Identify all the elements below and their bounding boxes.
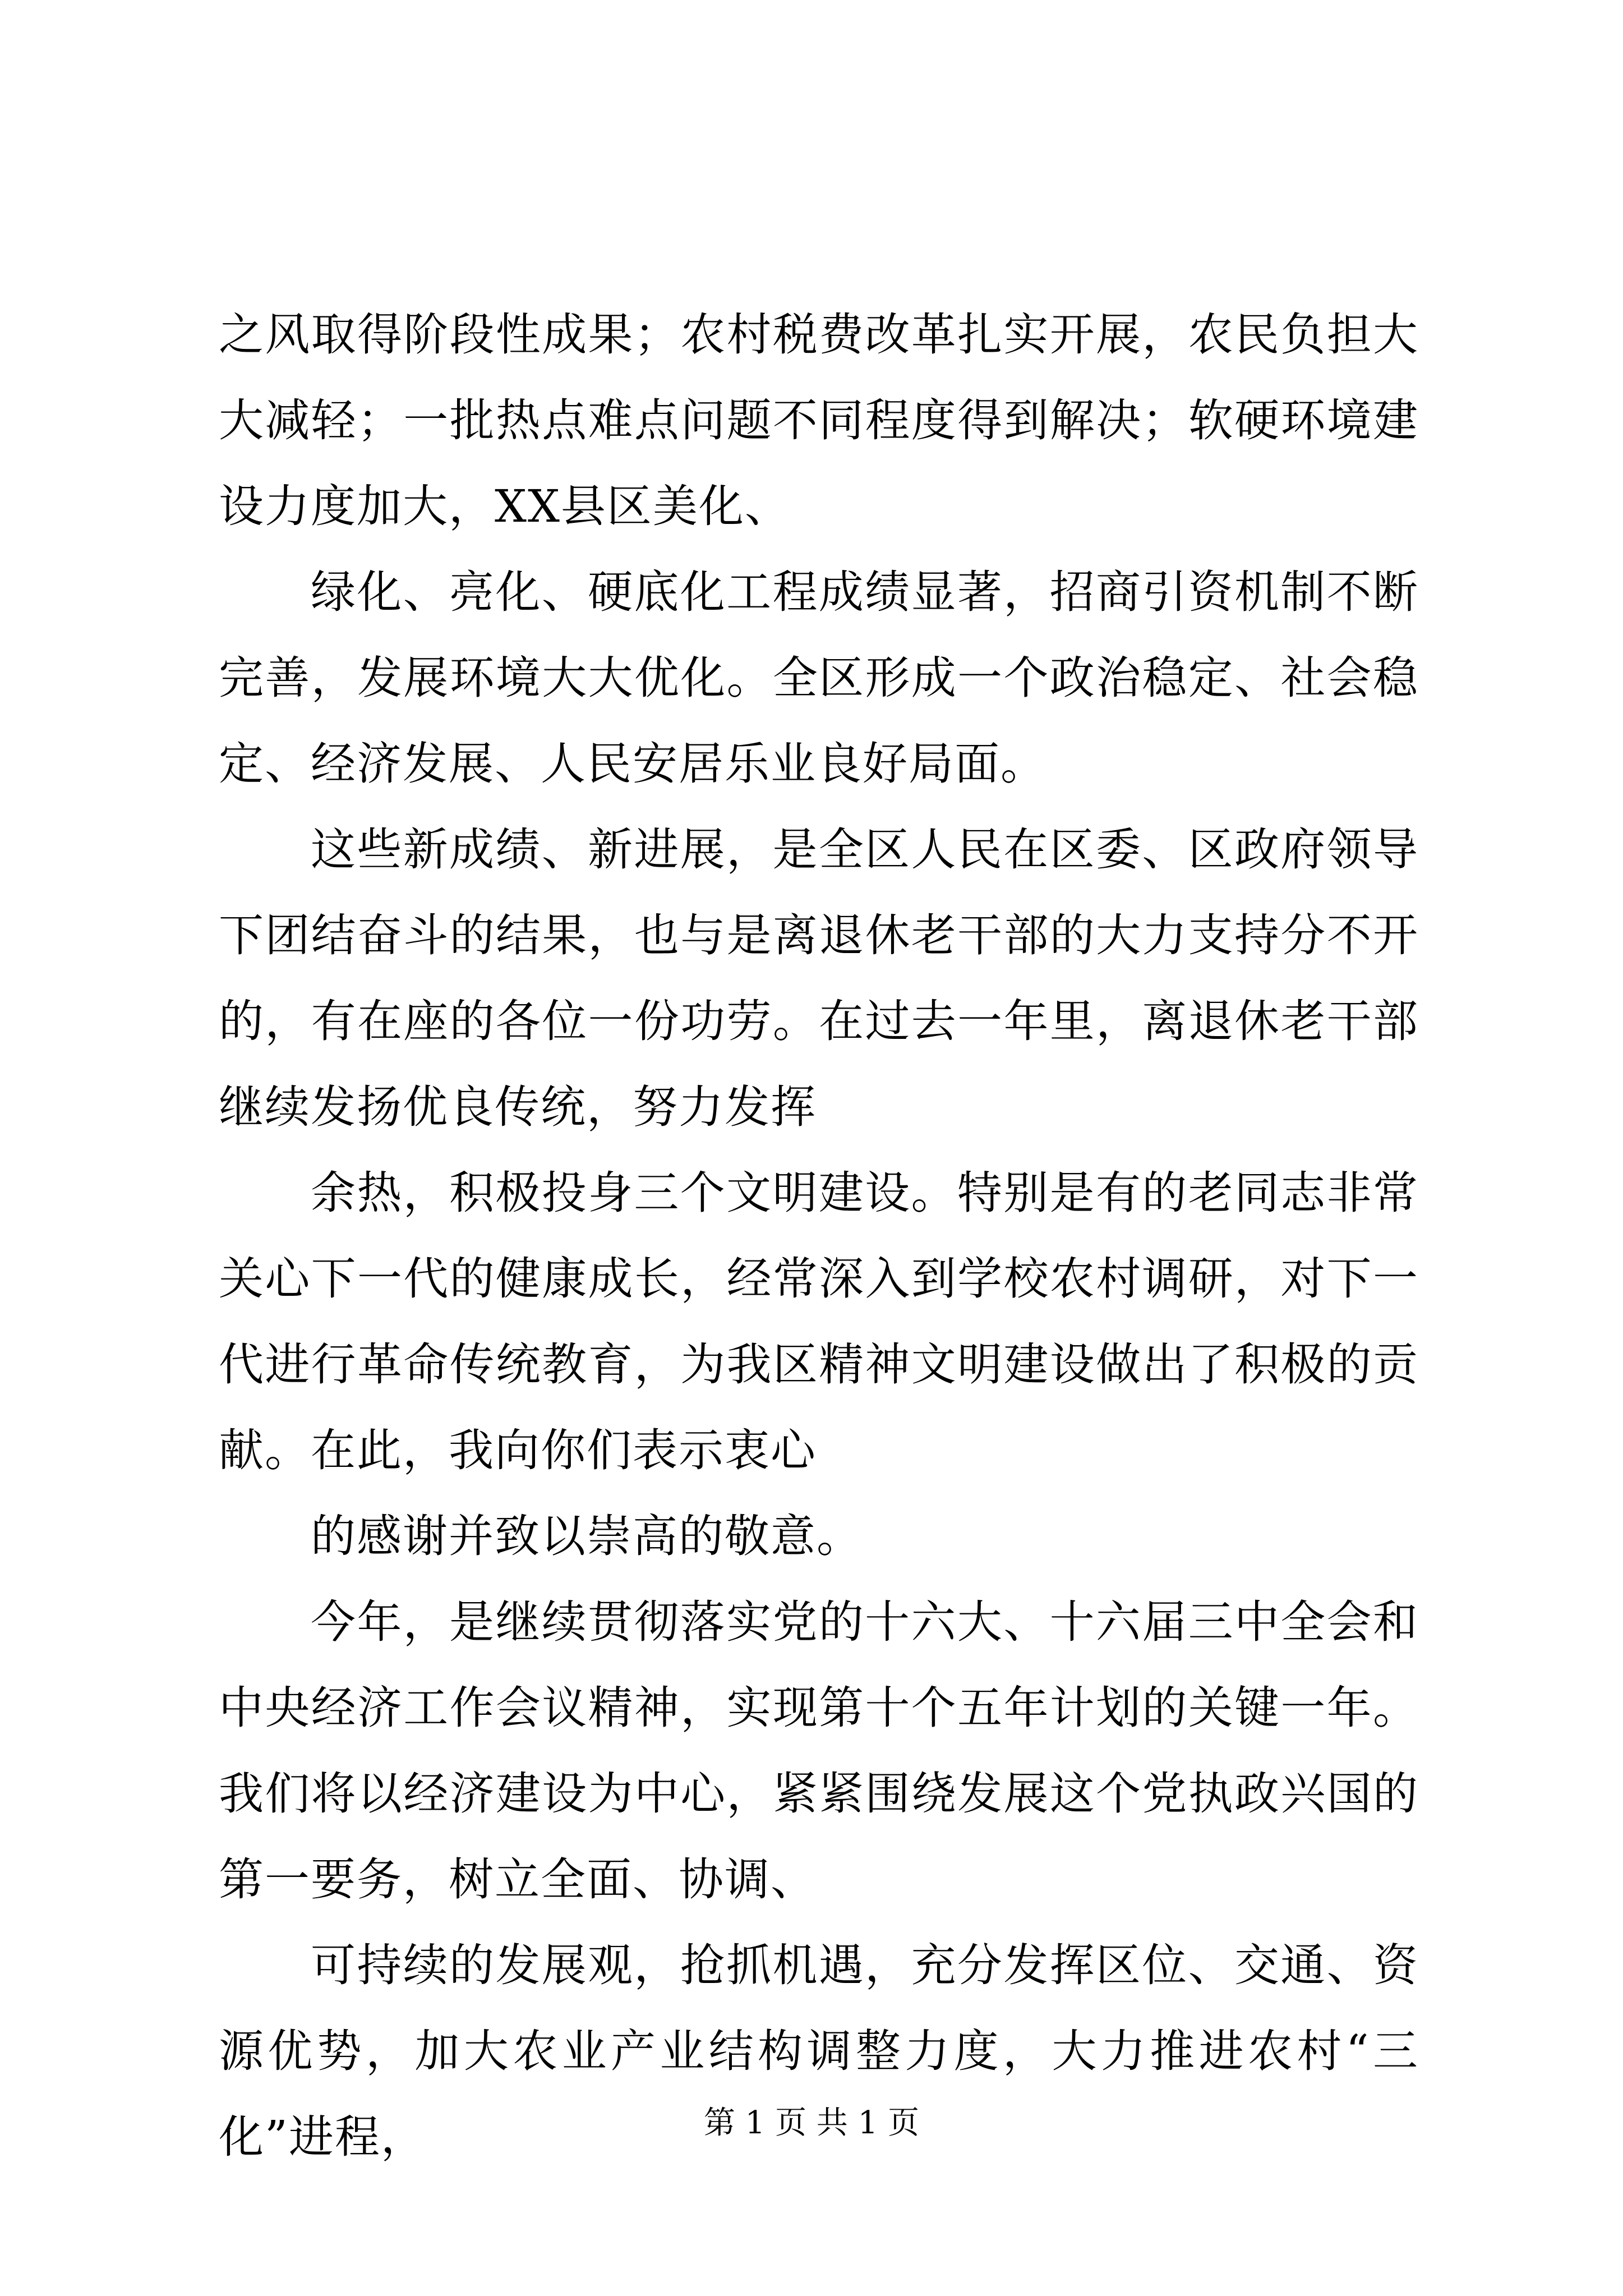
paragraph-1: 之风取得阶段性成果；农村税费改革扎实开展，农民负担大大减轻；一批热点难点问题不同程度得到解决；软硬环境建设力度加大，XX县区美化、 <box>219 309 1419 532</box>
paragraph-3: 这些新成绩、新进展，是全区人民在区委、区政府领导下团结奋斗的结果，也与是离退休老干部的大力支持分不开的，有在座的各位一份功劳。在过去一年里，离退休老干部继续发扬优良传统，努力发挥 <box>219 823 1419 1133</box>
body-text <box>219 292 1419 2180</box>
paragraph-4: 余热，积极投身三个文明建设。特别是有的老同志非常关心下一代的健康成长，经常深入到学校农村调研，对下一代进行革命传统教育，为我区精神文明建设做出了积极的贡献。在此，我向你们表示衷心 <box>219 1167 1419 1476</box>
paragraph-7: 可持续的发展观，抢抓机遇，充分发挥区位、交通、资源优势，加大农业产业结构调整力度，大力推进农村“三化”进程， <box>219 1939 1419 2163</box>
paragraph-5: 的感谢并致以崇高的敬意。 <box>311 1510 863 1562</box>
page-footer: 第 1 页 共 1 页 <box>703 2105 920 2141</box>
paragraph-2: 绿化、亮化、硬底化工程成绩显著，招商引资机制不断完善，发展环境大大优化。全区形成一个政治稳定、社会稳定、经济发展、人民安居乐业良好局面。 <box>219 566 1419 790</box>
paragraph-6: 今年，是继续贯彻落实党的十六大、十六届三中全会和中央经济工作会议精神，实现第十个五年计划的关键一年。我们将以经济建设为中心，紧紧围绕发展这个党执政兴国的第一要务，树立全面、协调、 <box>219 1596 1419 1906</box>
